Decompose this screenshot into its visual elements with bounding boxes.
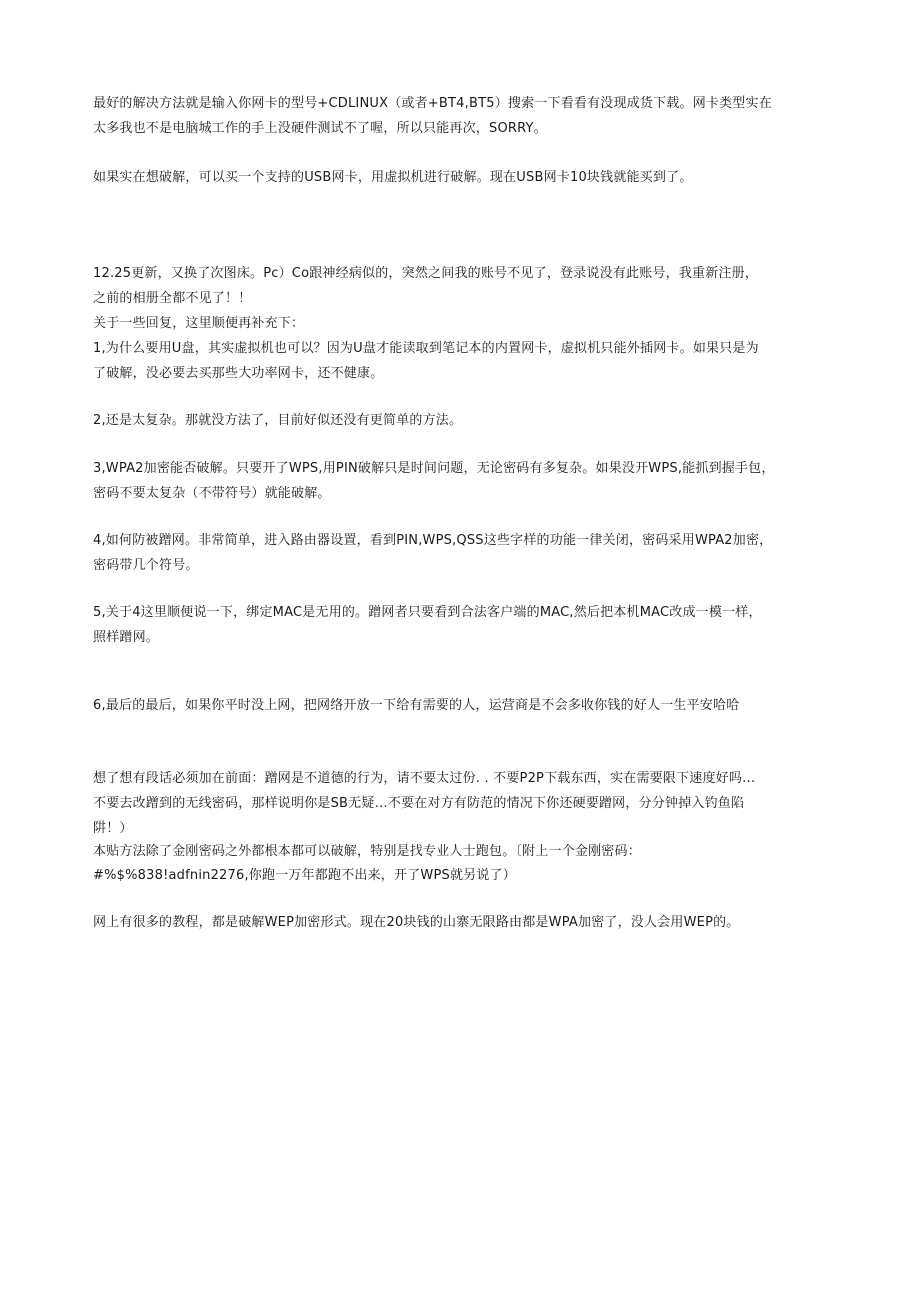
text-line: 想了想有段话必须加在前面：蹭网是不道德的行为，请不要太过份. . 不要P2P下载东西，实在需要限下速度好吗… (93, 771, 756, 786)
text-line: 不要去改蹭到的无线密码，那样说明你是SB无疑…不要在对方有防范的情况下你还硬要蹭网，分分钟掉入钓鱼陷 (93, 796, 745, 811)
text-line: 网上有很多的教程，都是破解WEP加密形式。现在20块钱的山寨无限路由都是WPA加密了，没人会用WEP的。 (93, 915, 740, 930)
text-line: #%$%838!adfnin2276,你跑一万年都跑不出来，开了WPS就另说了） (93, 868, 516, 883)
text-line: 密码带几个符号。 (93, 558, 199, 573)
text-line: 如果实在想破解，可以买一个支持的USB网卡，用虚拟机进行破解。现在USB网卡10块钱就能买到了。 (93, 170, 693, 185)
text-line: 阱！） (93, 821, 133, 836)
text-line: 12.25更新，又换了次图床。Pc）Co跟神经病似的，突然之间我的账号不见了，登录说没有此账号，我重新注册， (93, 266, 759, 281)
text-line: 本贴方法除了金刚密码之外都根本都可以破解，特别是找专业人士跑包。〔附上一个金刚密码： (93, 844, 641, 859)
text-line: 了破解，没必要去买那些大功率网卡，还不健康。 (93, 366, 384, 381)
text-line: 之前的相册全都不见了！！ (93, 291, 252, 306)
text-line: 4,如何防被蹭网。非常简单，进入路由器设置，看到PIN,WPS,QSS这些字样的功能一律关闭，密码采用WPA2加密， (93, 533, 773, 548)
text-line: 密码不要太复杂（不带符号）就能破解。 (93, 486, 331, 501)
text-line: 太多我也不是电脑城工作的手上没硬件测试不了喔，所以只能再次，SORRY。 (93, 121, 547, 136)
text-line: 3,WPA2加密能否破解。只要开了WPS,用PIN破解只是时间问题，无论密码有多复杂。如果没开WPS,能抓到握手包， (93, 461, 775, 476)
text-line: 6,最后的最后，如果你平时没上网，把网络开放一下给有需要的人，运营商是不会多收你钱的好人一生平安哈哈 (93, 698, 740, 713)
text-line: 关于一些回复，这里顺便再补充下： (93, 316, 305, 331)
text-line: 最好的解决方法就是输入你网卡的型号+CDLINUX（或者+BT4,BT5）搜索一下看看有没现成货下载。网卡类型实在 (93, 96, 772, 111)
text-line: 5,关于4这里顺便说一下，绑定MAC是无用的。蹭网者只要看到合法客户端的MAC,然后把本机MAC改成一模一样， (93, 605, 762, 620)
text-line: 1,为什么要用U盘，其实虚拟机也可以？因为U盘才能读取到笔记本的内置网卡，虚拟机只能外插网卡。如果只是为 (93, 341, 759, 356)
text-line: 照样蹭网。 (93, 630, 160, 645)
text-line: 2,还是太复杂。那就没方法了，目前好似还没有更简单的方法。 (93, 413, 463, 428)
